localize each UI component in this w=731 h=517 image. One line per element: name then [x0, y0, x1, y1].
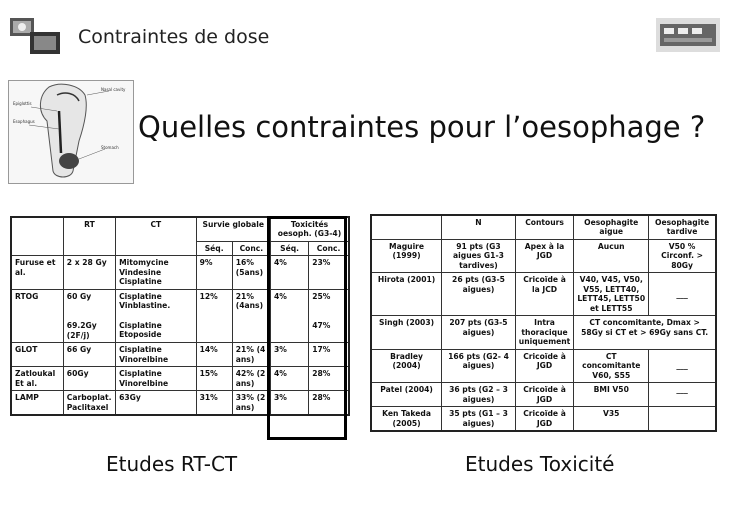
tox-conc-value: 25%: [312, 291, 331, 301]
study-cell: Ken Takeda (2005): [371, 407, 442, 431]
study-cell: LAMP: [11, 391, 63, 415]
survie-seq-cell: 14%: [196, 343, 232, 367]
merged-cell: CT concomitante, Dmax > 58Gy si CT et > 69Gy sans CT.: [574, 316, 716, 349]
table-row: [371, 316, 716, 349]
tardive-cell: ___: [649, 349, 716, 382]
study-cell: Zatloukal Et al.: [11, 367, 63, 391]
study-cell: GLOT: [11, 343, 63, 367]
header-aigue: Oesophagite aigue: [574, 215, 649, 239]
label-epiglottis: Epiglottis: [13, 101, 32, 106]
aigue-cell: V40, V45, V50, V55, LETT40, LETT45, LETT50 et LETT55: [574, 273, 649, 316]
study-cell: Bradley (2004): [371, 349, 442, 382]
table-row: [11, 391, 349, 415]
table-row: [371, 273, 716, 316]
table-row: [11, 289, 349, 342]
caption-toxicite: Etudes Toxicité: [465, 452, 615, 476]
survie-conc-cell: 16% (5ans): [232, 256, 270, 289]
rt-cell: 2 x 28 Gy: [63, 256, 115, 289]
n-cell: 207 pts (G3-5 aigues): [442, 316, 516, 349]
ct-cell: Cisplatine Vinorelbine: [116, 343, 196, 367]
n-cell: 26 pts (G3-5 aigues): [442, 273, 516, 316]
rt-value: 60 Gy: [66, 291, 92, 301]
survie-conc-cell: 21% (4 ans): [232, 343, 270, 367]
contours-cell: Intra thoracique uniquement: [515, 316, 574, 349]
aigue-cell: V35: [574, 407, 649, 431]
contours-cell: Cricoïde à JGD: [515, 407, 574, 431]
header-seq-tox: Séq.: [270, 241, 308, 255]
rtct-table: [10, 216, 350, 416]
tox-seq-cell: 3%: [270, 391, 308, 415]
contours-cell: Apex à la JGD: [515, 239, 574, 272]
survie-conc-cell: 21% (4ans): [232, 289, 270, 342]
header-rt: RT: [63, 217, 115, 256]
label-esophagus: Esophagus: [13, 119, 35, 124]
header-tardive: Oesophagite tardive: [649, 215, 716, 239]
toxicity-table: [370, 214, 717, 432]
study-cell: RTOG: [11, 289, 63, 342]
photo-collage-logo: [10, 16, 62, 56]
study-cell: Hirota (2001): [371, 273, 442, 316]
tox-conc-cell: 23%: [309, 256, 349, 289]
study-cell: Patel (2004): [371, 383, 442, 407]
study-cell: Maguire (1999): [371, 239, 442, 272]
header-conc: Conc.: [232, 241, 270, 255]
tox-seq-cell: 3%: [270, 343, 308, 367]
tox-seq-cell: 4%: [270, 289, 308, 342]
header-survie: Survie globale: [196, 217, 270, 241]
header-contours: Contours: [515, 215, 574, 239]
aigue-cell: CT concomitante V60, S55: [574, 349, 649, 382]
rt-value-2: 69.2Gy (2F/j): [66, 321, 97, 340]
header-tox: Toxicités oesoph. (G3-4): [270, 217, 349, 241]
ct-value: Cisplatine Vinblastine.: [119, 291, 171, 311]
ct-cell: 63Gy: [116, 391, 196, 415]
table-row: [11, 367, 349, 391]
header-empty: [371, 215, 442, 239]
ct-cell: [116, 289, 196, 342]
tardive-cell: ___: [649, 383, 716, 407]
table-row: [371, 215, 716, 239]
header-empty: [11, 217, 63, 256]
table-row: [371, 239, 716, 272]
ct-value-2: Cisplatine Etoposide: [119, 320, 162, 340]
institution-logo: [656, 18, 720, 52]
aigue-cell: BMI V50: [574, 383, 649, 407]
n-cell: 36 pts (G2 – 3 aigues): [442, 383, 516, 407]
tox-conc-cell: [309, 289, 349, 342]
survie-conc-cell: 42% (2 ans): [232, 367, 270, 391]
tardive-cell: V50 % Circonf. > 80Gy: [649, 239, 716, 272]
rt-cell: 66 Gy: [63, 343, 115, 367]
tox-conc-value-2: 47%: [312, 321, 331, 331]
anatomy-drawing: [9, 81, 133, 183]
tox-conc-cell: 28%: [309, 391, 349, 415]
table-row: [371, 407, 716, 431]
tardive-cell: [649, 407, 716, 431]
table-row: [11, 256, 349, 289]
survie-seq-cell: 15%: [196, 367, 232, 391]
tox-conc-cell: 28%: [309, 367, 349, 391]
caption-rtct: Etudes RT-CT: [106, 452, 238, 476]
rt-cell: [63, 289, 115, 342]
anatomy-illustration: [8, 80, 134, 184]
label-stomach: Stomach: [101, 145, 119, 150]
header-ct: CT: [116, 217, 196, 256]
study-cell: Singh (2003): [371, 316, 442, 349]
table-row: [11, 217, 349, 241]
rt-cell: 60Gy: [63, 367, 115, 391]
contours-cell: Cricoïde à JGD: [515, 383, 574, 407]
tox-seq-cell: 4%: [270, 367, 308, 391]
main-title: Quelles contraintes pour l’oesophage ?: [138, 110, 706, 144]
aigue-cell: Aucun: [574, 239, 649, 272]
rt-cell: Carboplat. Paclitaxel: [63, 391, 115, 415]
n-cell: 91 pts (G3 aigues G1-3 tardives): [442, 239, 516, 272]
header-n: N: [442, 215, 516, 239]
tox-seq-cell: 4%: [270, 256, 308, 289]
tox-conc-cell: 17%: [309, 343, 349, 367]
table-row: [371, 383, 716, 407]
survie-conc-cell: 33% (2 ans): [232, 391, 270, 415]
survie-seq-cell: 12%: [196, 289, 232, 342]
table-row: [11, 343, 349, 367]
table-row: [371, 349, 716, 382]
n-cell: 35 pts (G1 – 3 aigues): [442, 407, 516, 431]
ct-cell: Cisplatine Vinorelbine: [116, 367, 196, 391]
survie-seq-cell: 31%: [196, 391, 232, 415]
n-cell: 166 pts (G2- 4 aigues): [442, 349, 516, 382]
header-conc-tox: Conc.: [309, 241, 349, 255]
tardive-cell: ___: [649, 273, 716, 316]
contours-cell: Cricoïde à la JCD: [515, 273, 574, 316]
contours-cell: Cricoïde à JGD: [515, 349, 574, 382]
header-seq: Séq.: [196, 241, 232, 255]
label-nasal: Nasal cavity: [101, 87, 126, 92]
header-title: Contraintes de dose: [78, 26, 270, 48]
study-cell: Furuse et al.: [11, 256, 63, 289]
survie-seq-cell: 9%: [196, 256, 232, 289]
ct-cell: Mitomycine Vindesine Cisplatine: [116, 256, 196, 289]
